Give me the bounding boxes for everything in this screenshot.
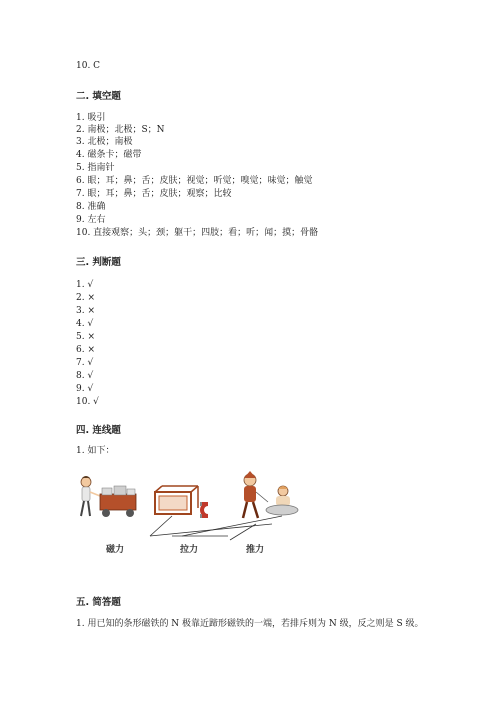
matching-figure: [72, 468, 312, 568]
judge-item-9: 9. √: [76, 384, 94, 394]
label-pulling-force: 拉力: [180, 545, 199, 555]
fill-item-9: 9. 左右: [76, 215, 106, 225]
section-short-answer-title: 五. 简答题: [76, 597, 121, 608]
fill-item-4: 4. 磁条卡；磁带: [76, 150, 142, 160]
fill-item-10: 10. 直接观察；头；颈；躯干；四肢；看；听；闻；摸；骨骼: [76, 228, 319, 238]
section-fill-blank-title: 二. 填空题: [76, 91, 121, 102]
short-answer-1: 1. 用已知的条形磁铁的 N 极靠近蹄形磁铁的一端，若排斥则为 N 级，反之则是 S 级。: [76, 619, 424, 629]
fill-item-2: 2. 南极；北极；S；N: [76, 125, 165, 135]
judge-item-2: 2. ×: [76, 293, 95, 303]
fill-item-7: 7. 眼；耳；鼻；舌；皮肤；观察；比较: [76, 189, 232, 199]
answer-10: 10. C: [76, 61, 101, 71]
wooden-crate-illustration: [155, 486, 198, 514]
judge-item-10: 10. √: [76, 397, 99, 407]
fill-item-1: 1. 吸引: [76, 113, 106, 123]
label-pushing-force: 推力: [246, 545, 265, 555]
fill-item-3: 3. 北极；南极: [76, 137, 133, 147]
section-matching-title: 四. 连线题: [76, 425, 121, 436]
label-magnetic-force: 磁力: [106, 545, 125, 555]
horseshoe-magnet-icon: [200, 504, 208, 516]
judge-item-5: 5. ×: [76, 332, 95, 342]
judge-item-6: 6. ×: [76, 345, 95, 355]
fill-item-6: 6. 眼；耳；鼻；舌；皮肤；视觉；听觉；嗅觉；味觉；触觉: [76, 176, 313, 186]
judge-item-4: 4. √: [76, 319, 94, 329]
judge-item-1: 1. √: [76, 280, 94, 290]
matching-lines: [150, 516, 282, 540]
matching-intro: 1. 如下：: [76, 446, 115, 456]
judge-item-3: 3. ×: [76, 306, 95, 316]
fill-item-8: 8. 准确: [76, 202, 106, 212]
section-true-false-title: 三. 判断题: [76, 257, 121, 268]
child-pushing-cart-illustration: [81, 476, 136, 517]
judge-item-7: 7. √: [76, 358, 94, 368]
kids-pulling-sled-illustration: [243, 471, 298, 518]
fill-item-5: 5. 指南针: [76, 163, 115, 173]
judge-item-8: 8. √: [76, 371, 94, 381]
